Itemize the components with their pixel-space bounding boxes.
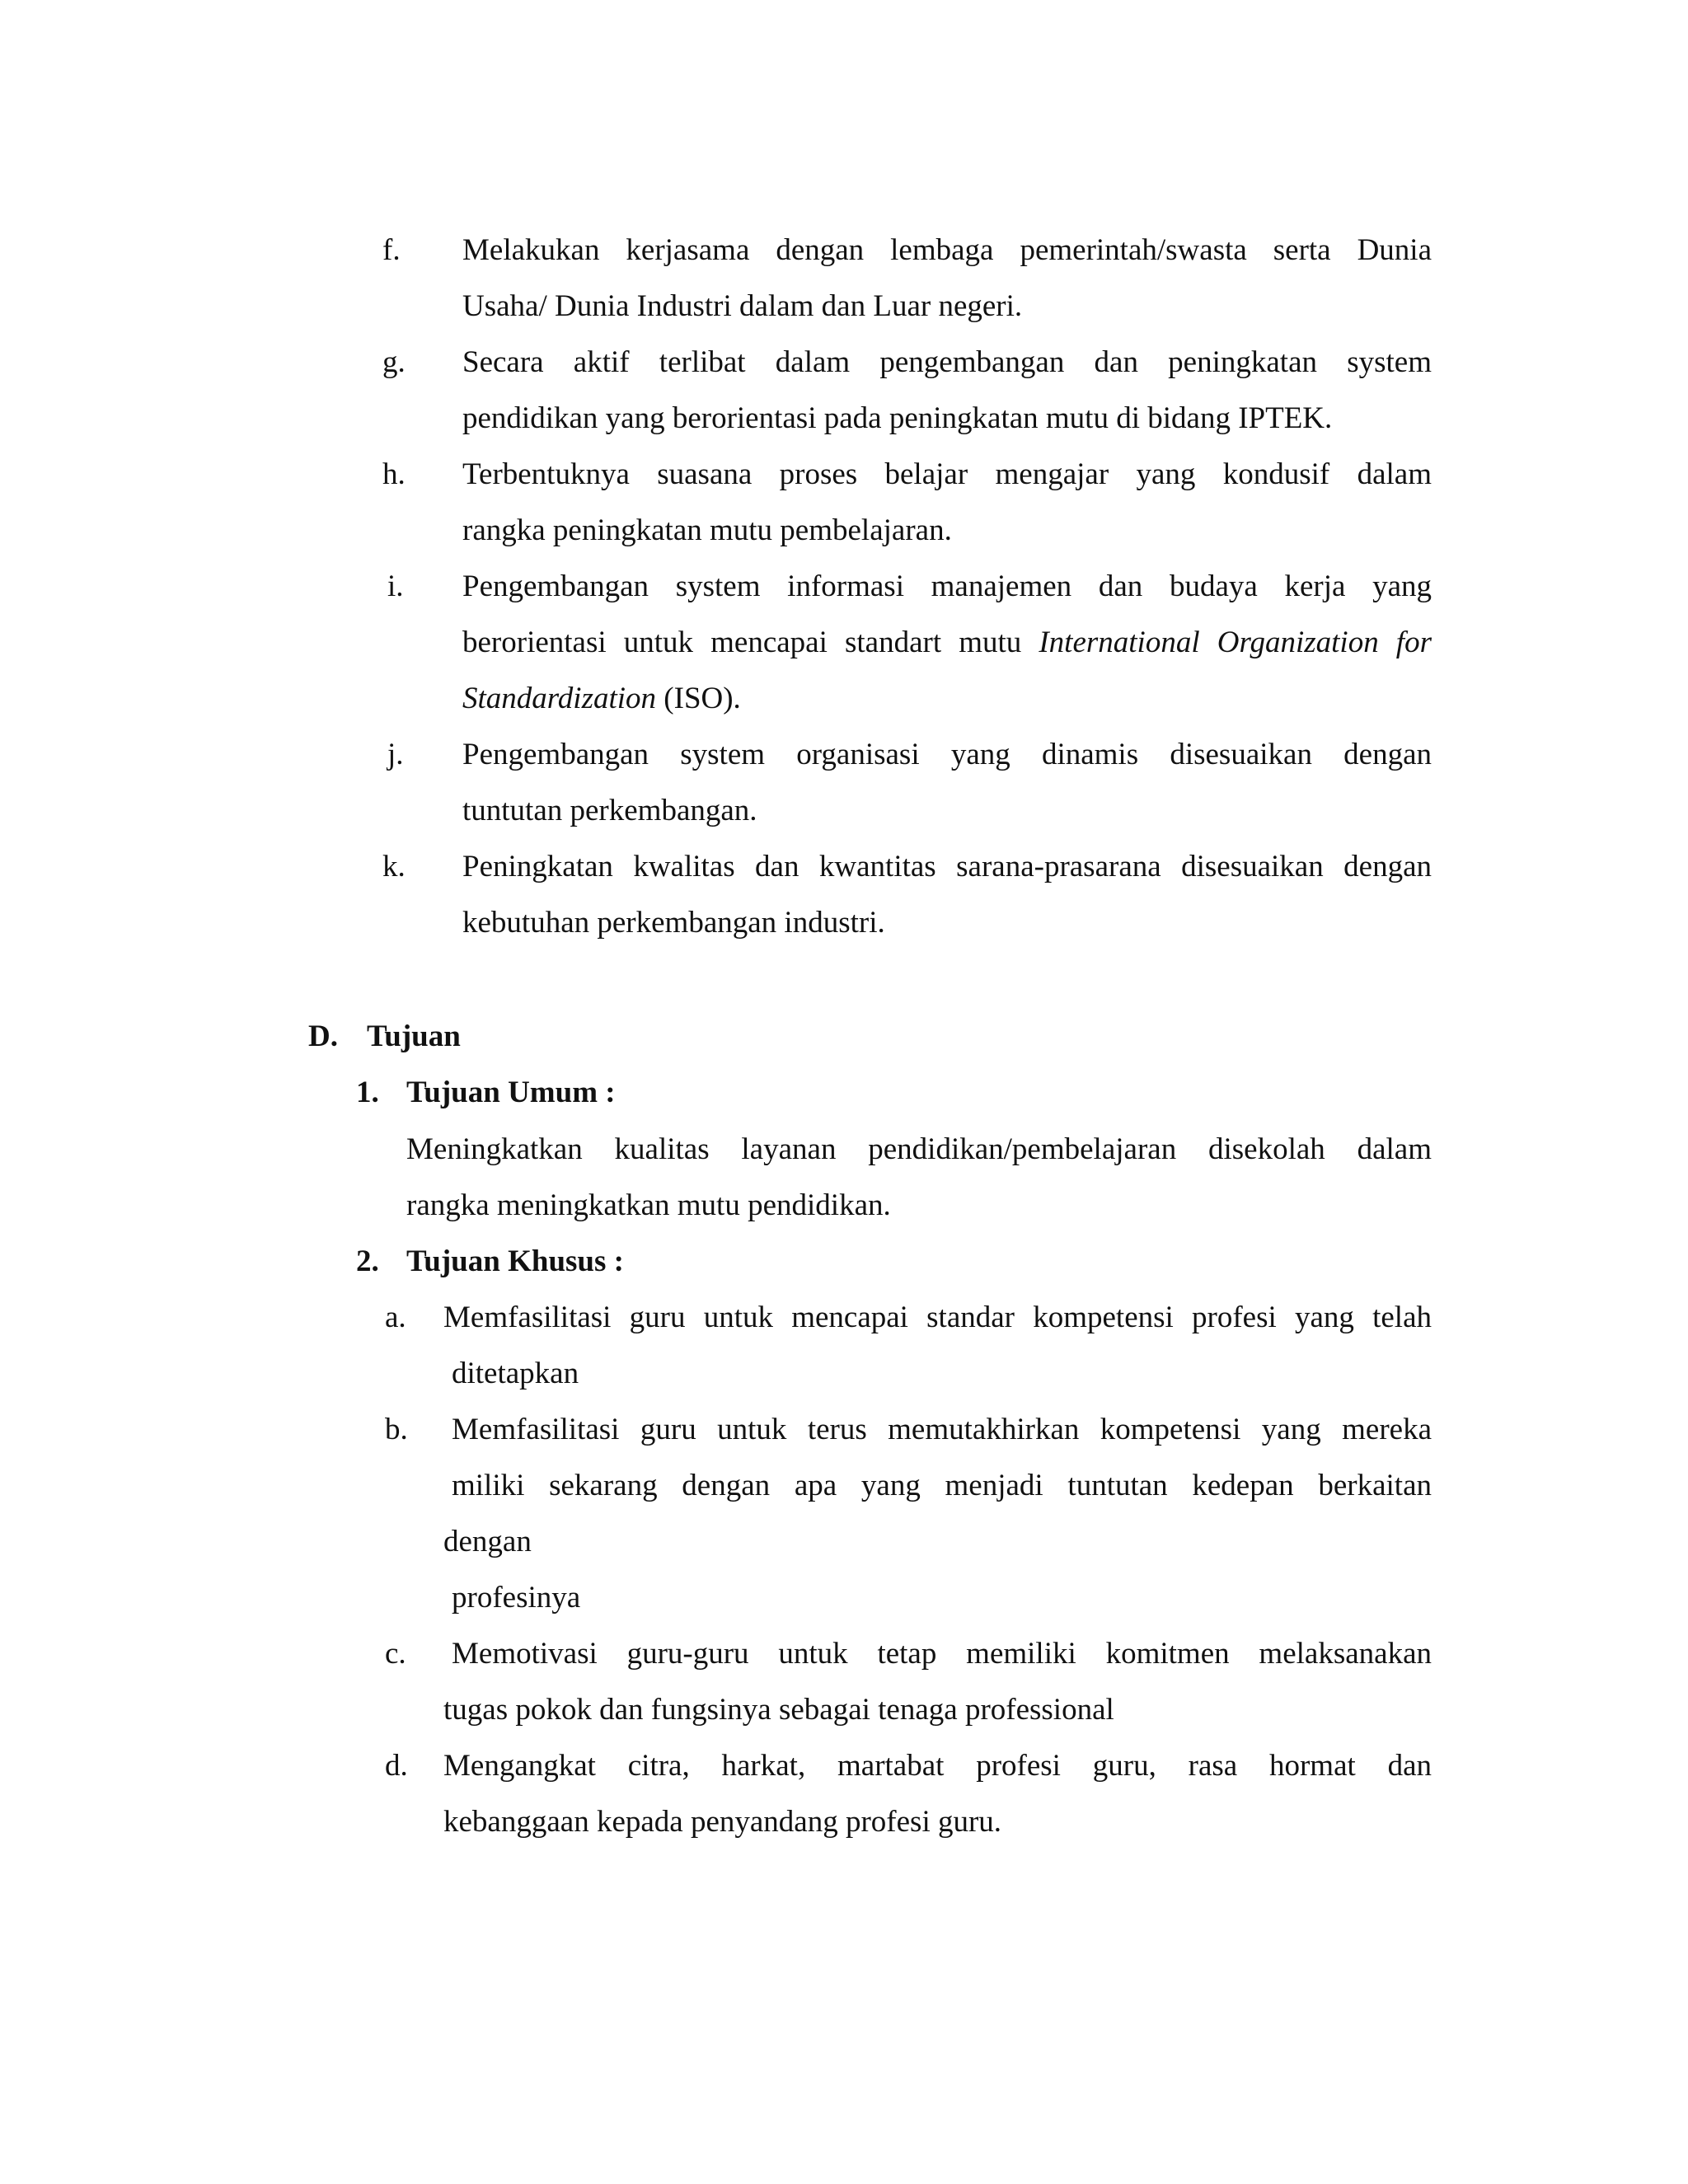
text-line: kebutuhan perkembangan industri. xyxy=(462,906,885,940)
text-segment: (ISO). xyxy=(656,682,741,715)
subsection-title xyxy=(406,1234,624,1290)
text-line: ditetapkan xyxy=(452,1357,579,1390)
section-letter: D. xyxy=(308,1019,338,1053)
subsection-title-text: Tujuan Khusus : xyxy=(406,1244,624,1278)
list-marker: k. xyxy=(382,850,406,883)
text-line: tugas pokok dan fungsinya sebagai tenaga professional xyxy=(443,1693,1114,1727)
text-line: Secara aktif terlibat dalam pengembangan dan peningkatan system xyxy=(462,345,1432,379)
text-line: tuntutan perkembangan. xyxy=(462,794,757,827)
list-marker: j. xyxy=(387,738,404,771)
section-title-text: Tujuan xyxy=(367,1019,461,1053)
text-line: dengan xyxy=(443,1525,532,1558)
subsection-number-text: 1. xyxy=(356,1076,379,1109)
list-item-text xyxy=(462,727,1432,839)
list-marker: f. xyxy=(382,233,401,267)
text-line: Pengembangan system informasi manajemen dan budaya kerja yang xyxy=(462,569,1432,603)
italic-term: Standardization xyxy=(462,682,657,715)
list-item-text xyxy=(443,1290,1432,1402)
italic-term: International Organization for xyxy=(1039,626,1432,659)
list-marker: c. xyxy=(385,1637,406,1671)
text-line: Memfasilitasi guru untuk terus memutakhirkan kompetensi yang mereka xyxy=(452,1413,1432,1446)
text-line: Melakukan kerjasama dengan lembaga pemerintah/swasta serta Dunia xyxy=(462,233,1432,267)
list-marker: a. xyxy=(385,1301,406,1334)
subsection-number xyxy=(356,1234,379,1290)
list-item-text xyxy=(462,223,1432,335)
text-line: Terbentuknya suasana proses belajar mengajar yang kondusif dalam xyxy=(462,457,1432,491)
list-marker: g. xyxy=(382,345,406,379)
list-item-text xyxy=(443,1626,1432,1738)
text-line: Mengangkat citra, harkat, martabat profesi guru, rasa hormat dan xyxy=(443,1749,1432,1783)
text-line: rangka meningkatkan mutu pendidikan. xyxy=(406,1188,891,1222)
list-item-text xyxy=(462,447,1432,559)
subsection-number xyxy=(356,1065,379,1121)
text-line: Peningkatan kwalitas dan kwantitas sarana-prasarana disesuaikan dengan xyxy=(462,850,1432,883)
text-line: miliki sekarang dengan apa yang menjadi tuntutan kedepan berkaitan xyxy=(452,1469,1432,1502)
text-line: Memfasilitasi guru untuk mencapai standar kompetensi profesi yang telah xyxy=(443,1301,1432,1334)
list-item-text xyxy=(462,335,1432,447)
text-line: rangka peningkatan mutu pembelajaran. xyxy=(462,513,952,547)
list-item-text xyxy=(462,839,1432,951)
list-marker: b. xyxy=(385,1413,408,1446)
text-line xyxy=(462,615,1432,671)
text-line: Pengembangan system organisasi yang dinamis disesuaikan dengan xyxy=(462,738,1432,771)
tujuan-umum-paragraph xyxy=(406,1122,1432,1234)
text-segment: berorientasi untuk mencapai standart mutu xyxy=(462,626,1039,659)
list-marker: d. xyxy=(385,1749,408,1783)
text-line: kebanggaan kepada penyandang profesi guru. xyxy=(443,1805,1002,1839)
subsection-title xyxy=(406,1065,616,1121)
list-item-text xyxy=(443,1402,1432,1626)
text-line: Usaha/ Dunia Industri dalam dan Luar negeri. xyxy=(462,289,1023,323)
subsection-title-text: Tujuan Umum : xyxy=(406,1076,616,1109)
text-line: profesinya xyxy=(452,1581,581,1615)
subsection-number-text: 2. xyxy=(356,1244,379,1278)
list-item-text xyxy=(443,1738,1432,1850)
text-line: Memotivasi guru-guru untuk tetap memiliki komitmen melaksanakan xyxy=(452,1637,1432,1671)
section-title xyxy=(367,1009,461,1065)
list-item-text xyxy=(462,559,1432,727)
text-line xyxy=(462,671,1432,727)
list-marker: h. xyxy=(382,457,406,491)
list-marker: i. xyxy=(387,569,404,603)
section-heading xyxy=(308,1009,338,1065)
text-line: Meningkatkan kualitas layanan pendidikan/pembelajaran disekolah dalam xyxy=(406,1132,1432,1166)
text-line: pendidikan yang berorientasi pada peningkatan mutu di bidang IPTEK. xyxy=(462,401,1333,435)
